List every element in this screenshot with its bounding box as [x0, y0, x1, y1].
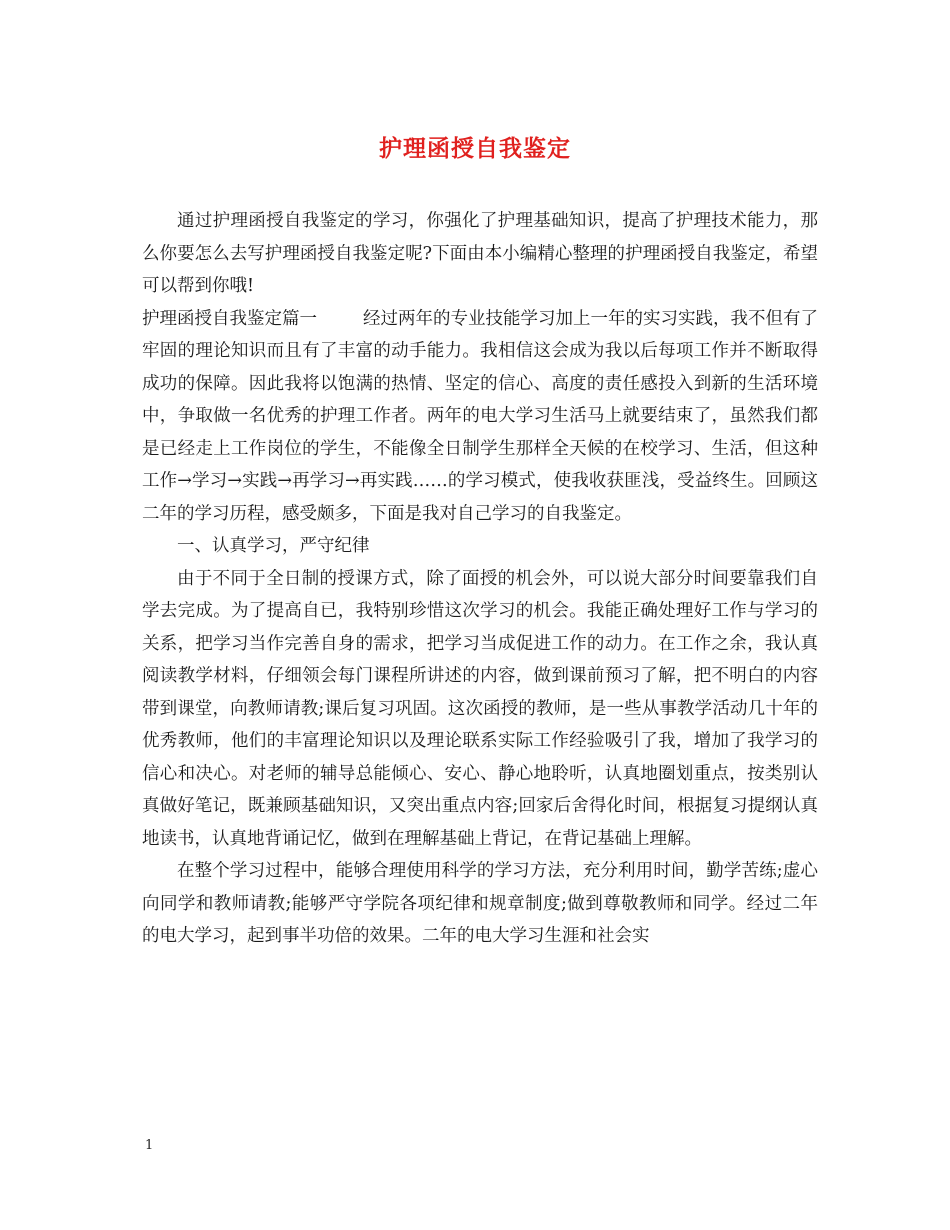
- intro-paragraph: 通过护理函授自我鉴定的学习，你强化了护理基础知识，提高了护理技术能力，那么你要怎么去写护理函授自我鉴定呢?下面由本小编精心整理的护理函授自我鉴定，希望可以帮到你哦!: [142, 211, 818, 296]
- document-title: 护理函授自我鉴定: [379, 135, 571, 162]
- body-paragraph: 由于不同于全日制的授课方式，除了面授的机会外，可以说大部分时间要靠我们自学去完成。为了提高自已，我特别珍惜这次学习的机会。我能正确处理好工作与学习的关系，把学习当作完善自身的需求，把学习当成促进工作的动力。在工作之余，我认真阅读教学材料，仔细领会每门课程所讲述的内容，做到课前预习了解，把不明白的内容带到课堂，向教师请教;课后复习巩固。这次函授的教师，是一些从事教学活动几十年的优秀教师，他们的丰富理论知识以及理论联系实际工作经验吸引了我，增加了我学习的信心和决心。对老师的辅导总能倾心、安心、静心地聆听，认真地圈划重点，按类别认真做好笔记，既兼顾基础知识，又突出重点内容;回家后舍得化时间，根据复习提纲认真地读书，认真地背诵记忆，做到在理解基础上背记，在背记基础上理解。: [142, 568, 818, 849]
- page-number: 1: [145, 1138, 154, 1153]
- article-opening: 经过两年的专业技能学习加上一年的实习实践，我不但有了牢固的理论知识而且有了丰富的动手能力。我相信这会成为我以后每项工作并不断取得成功的保障。因此我将以饱满的热情、坚定的信心、高度的责任感投入到新的生活环境中，争取做一名优秀的护理工作者。两年的电大学习生活马上就要结束了，虽然我们都是已经走上工作岗位的学生，不能像全日制学生那样全天候的在校学习、生活，但这种工作→学习→实践→再学习→再实践……的学习模式，使我收获匪浅，受益终生。回顾这二年的学习历程，感受颇多，下面是我对自己学习的自我鉴定。: [142, 308, 818, 524]
- section-heading: 一、认真学习，严守纪律: [177, 536, 370, 556]
- document-body: [142, 205, 818, 953]
- article-first-paragraph: [142, 303, 818, 531]
- body-paragraph: 在整个学习过程中，能够合理使用科学的学习方法，充分利用时间，勤学苦练;虚心向同学和教师请教;能够严守学院各项纪律和规章制度;做到尊敬教师和同学。经过二年的电大学习，起到事半功倍的效果。二年的电大学习生涯和社会实: [142, 861, 818, 946]
- article-heading: 护理函授自我鉴定篇一: [142, 308, 317, 329]
